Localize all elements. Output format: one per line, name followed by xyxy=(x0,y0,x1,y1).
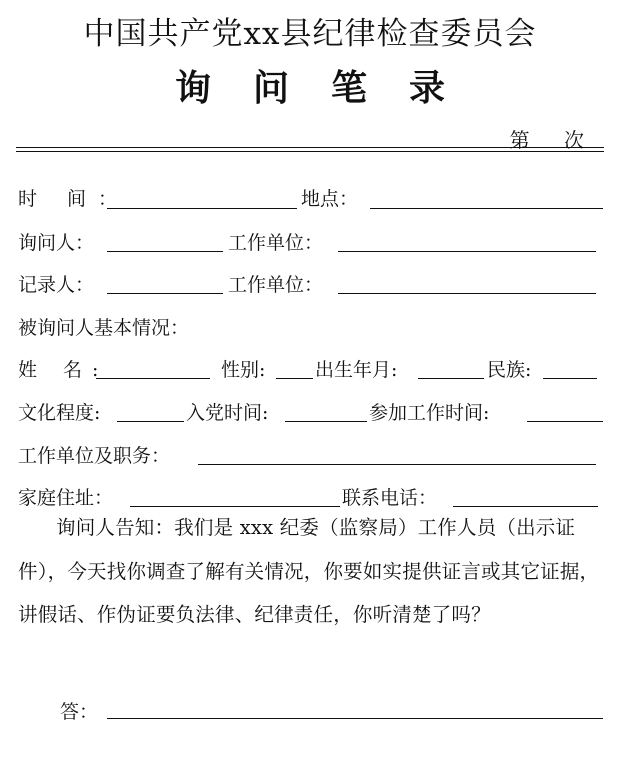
interviewee-basic-info-label: 被询问人基本情况： xyxy=(18,317,190,339)
name-field[interactable] xyxy=(96,378,210,379)
answer-label: 答： xyxy=(60,701,99,723)
ethnicity-label: 民族: xyxy=(487,359,532,381)
document-subtitle: 询问笔录 xyxy=(174,67,487,109)
education-field[interactable] xyxy=(117,421,184,422)
answer-field[interactable] xyxy=(107,718,603,719)
ethnicity-field[interactable] xyxy=(543,378,597,379)
party-join-date-field[interactable] xyxy=(285,421,367,422)
birth-date-label: 出生年月: xyxy=(315,359,398,381)
gender-label: 性别: xyxy=(221,359,266,381)
recorder-work-unit-label: 工作单位： xyxy=(228,274,324,296)
interviewer-work-unit-field[interactable] xyxy=(338,251,596,252)
time-label: 时 间： xyxy=(18,188,130,210)
interviewer-label: 询问人： xyxy=(18,232,95,254)
work-unit-position-field[interactable] xyxy=(198,464,596,465)
home-address-label: 家庭住址： xyxy=(18,487,114,509)
header-divider-bottom xyxy=(16,151,604,152)
work-start-date-label: 参加工作时间: xyxy=(369,402,490,424)
work-start-date-field[interactable] xyxy=(527,421,603,422)
work-unit-position-label: 工作单位及职务： xyxy=(18,445,171,467)
name-label: 姓 名: xyxy=(18,359,109,381)
phone-label: 联系电话： xyxy=(342,487,438,509)
recorder-label: 记录人： xyxy=(18,274,95,296)
recorder-field[interactable] xyxy=(107,293,223,294)
session-number: 第 次 xyxy=(509,128,598,152)
document-title: 中国共产党xx县纪律检查委员会 xyxy=(83,16,537,52)
birth-date-field[interactable] xyxy=(418,378,484,379)
place-field[interactable] xyxy=(370,208,603,209)
interview-notice-paragraph: 询问人告知：我们是 xxx 纪委（监察局）工作人员（出示证件），今天找你调查了解有关情况，你要如实提供证言或其它证据，讲假话、作伪证要负法律、纪律责任，你听清楚了吗？ xyxy=(18,516,600,626)
header-divider-top xyxy=(16,147,604,148)
party-join-date-label: 入党时间: xyxy=(186,402,269,424)
interviewer-work-unit-label: 工作单位： xyxy=(228,232,324,254)
place-label: 地点： xyxy=(301,188,359,210)
education-label: 文化程度: xyxy=(18,402,101,424)
gender-field[interactable] xyxy=(276,378,313,379)
recorder-work-unit-field[interactable] xyxy=(338,293,596,294)
interviewer-field[interactable] xyxy=(107,251,223,252)
time-field[interactable] xyxy=(107,208,297,209)
